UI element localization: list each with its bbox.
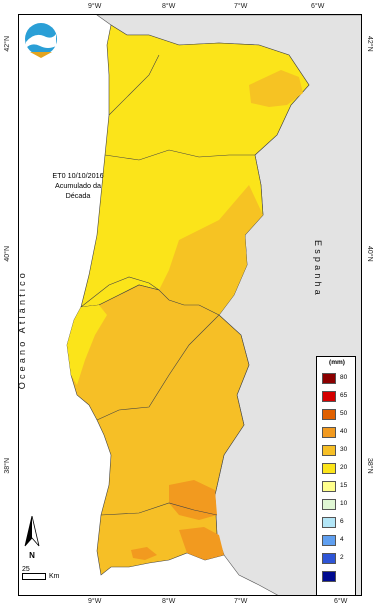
map-title (39, 171, 117, 201)
legend-label: 80 (340, 374, 348, 381)
legend-swatch (322, 409, 336, 420)
legend-swatch (322, 571, 336, 582)
lon-label-7w-bottom: 7°W (234, 598, 248, 605)
legend-swatch (322, 445, 336, 456)
lat-label-38n-left: 38°N (4, 458, 11, 474)
legend-swatch (322, 553, 336, 564)
lon-label-6w-bottom: 6°W (334, 598, 348, 605)
legend-swatch (322, 499, 336, 510)
title-line-2: Acumulado da (55, 181, 101, 190)
legend-label: 4 (340, 536, 344, 543)
legend-swatch (322, 373, 336, 384)
country-label: Espanha (313, 240, 323, 298)
logo-icon (20, 18, 62, 60)
legend-label: 40 (340, 428, 348, 435)
lon-label-9w-top: 9°W (88, 3, 102, 10)
legend-swatch (322, 391, 336, 402)
legend-label: 50 (340, 410, 348, 417)
lon-label-8w-bottom: 8°W (162, 598, 176, 605)
legend-label: 15 (340, 482, 348, 489)
scale-value: 25 (22, 566, 30, 573)
lon-label-8w-top: 8°W (162, 3, 176, 10)
legend-label: 65 (340, 392, 348, 399)
scale-unit: Km (49, 573, 60, 580)
lat-label-40n-right: 40°N (366, 246, 373, 262)
scale-bar-line (22, 573, 46, 580)
lat-label-42n-right: 42°N (366, 36, 373, 52)
legend-swatch (322, 427, 336, 438)
legend-swatch (322, 481, 336, 492)
legend-swatch (322, 535, 336, 546)
scale-bar (22, 566, 60, 580)
legend (316, 356, 356, 596)
lat-label-40n-left: 40°N (4, 246, 11, 262)
lon-label-6w-top: 6°W (311, 3, 325, 10)
legend-label: 6 (340, 518, 344, 525)
lat-label-42n-left: 42°N (4, 36, 11, 52)
title-line-3: Década (65, 191, 91, 200)
map-area (18, 14, 362, 596)
north-label: N (29, 551, 35, 560)
legend-label: 2 (340, 554, 344, 561)
legend-label: 30 (340, 446, 348, 453)
map-svg (19, 15, 362, 596)
north-arrow (24, 516, 40, 560)
legend-unit: (mm) (329, 359, 345, 366)
lat-label-38n-right: 38°N (366, 458, 373, 474)
lon-label-7w-top: 7°W (234, 3, 248, 10)
legend-swatch (322, 463, 336, 474)
title-line-1: ET0 10/10/2016 (52, 171, 104, 180)
lon-label-9w-bottom: 9°W (88, 598, 102, 605)
legend-label: 20 (340, 464, 348, 471)
legend-swatch (322, 517, 336, 528)
legend-label: 10 (340, 500, 348, 507)
ocean-label: Oceano Atlântico (17, 270, 27, 390)
